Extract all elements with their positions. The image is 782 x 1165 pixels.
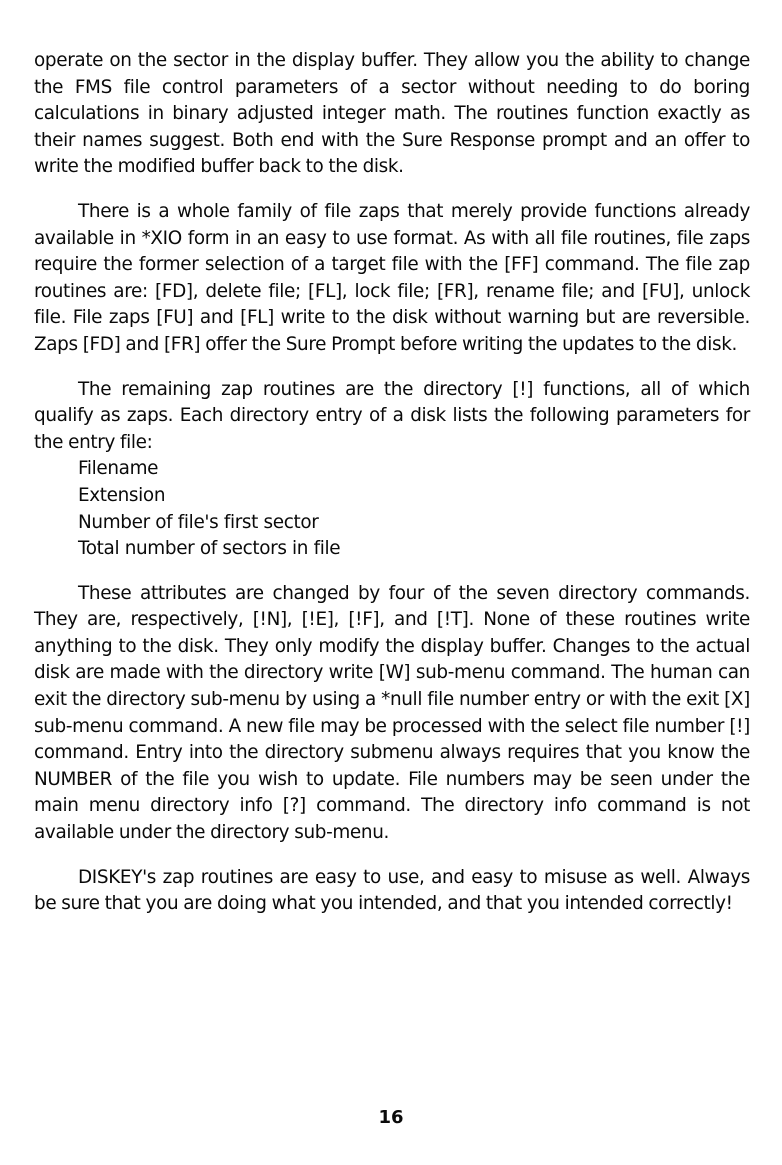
list-item: Number of file's first sector — [78, 511, 319, 533]
paragraph-directory-zaps: The remaining zap routines are the directory [!] functions, all of which qualify as zaps. Each directory entry of a disk lists the following parameters for the entry file: — [34, 378, 750, 453]
paragraph-sector-zaps: operate on the sector in the display buffer. They allow you the ability to change the FMS file control parameters of a sector without needing to do boring calculations in binary adjusted integer math. The routines function exactly as their names suggest. Both end with the Sure Response prompt and an offer to write the modified buffer back to the disk. — [34, 50, 750, 178]
paragraph-file-zaps: There is a whole family of file zaps that merely provide functions already available in *XIO form in an easy to use format. As with all file routines, file zaps require the former selection of a target file with the [FF] command. The file zap routines are: [FD], delete file; [FL], lock file; [FR], rename file; and [FU], unlock file. File zaps [FU] and [FL] write to the disk without warning but are reversible. Zaps [FD] and [FR] offer the Sure Prompt before writing the updates to the disk. — [34, 200, 750, 355]
list-item: Total number of sectors in file — [78, 538, 341, 560]
paragraph-caution: DISKEY's zap routines are easy to use, and easy to misuse as well. Always be sure that you are doing what you intended, and that you intended correctly! — [34, 866, 750, 915]
directory-parameters-list — [78, 456, 750, 562]
list-item: Filename — [78, 458, 159, 480]
page-body — [34, 48, 750, 936]
list-item: Extension — [78, 484, 166, 506]
paragraph-directory-commands: These attributes are changed by four of the seven directory commands. They are, respectively, [!N], [!E], [!F], and [!T]. None of these routines write anything to the disk. They only modify the display buffer. Changes to the actual disk are made with the directory write [W] sub-menu command. The human can exit the directory sub-menu by using a *null file number entry or with the exit [X] sub-menu command. A new file may be processed with the select file number [!] command. Entry into the directory submenu always requires that you know the NUMBER of the file you wish to update. File numbers may be seen under the main menu directory info [?] command. The directory info command is not available under the directory sub-menu. — [34, 582, 750, 844]
page-number: 16 — [378, 1107, 404, 1128]
